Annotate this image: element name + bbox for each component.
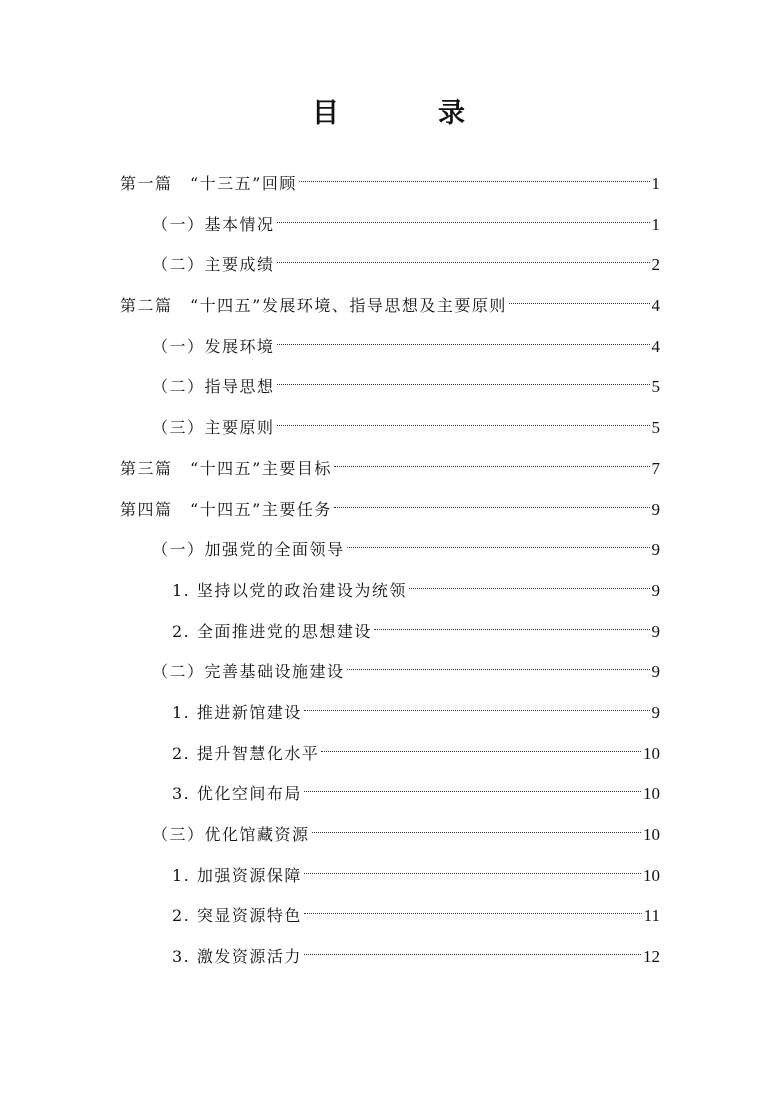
- toc-entry-title: 2. 突显资源特色: [172, 906, 302, 926]
- toc-entry-page-number: 9: [651, 621, 660, 641]
- toc-dot-leader: [277, 344, 650, 345]
- toc-dot-leader: [304, 710, 650, 711]
- toc-entry-page-number: 5: [651, 377, 660, 397]
- toc-dot-leader: [409, 588, 650, 589]
- toc-dot-leader: [304, 913, 642, 914]
- table-of-contents: [120, 164, 660, 978]
- toc-entry-title: （一）加强党的全面领导: [152, 540, 345, 560]
- toc-entry-title: 1. 推进新馆建设: [172, 702, 302, 722]
- toc-entry-page-number: 9: [651, 702, 660, 722]
- toc-dot-leader: [347, 547, 650, 548]
- toc-entry[interactable]: [120, 612, 660, 653]
- toc-entry[interactable]: [120, 286, 660, 327]
- toc-entry[interactable]: [120, 449, 660, 490]
- toc-entry-page-number: 7: [651, 458, 660, 478]
- toc-entry[interactable]: [120, 530, 660, 571]
- toc-entry-page-number: 2: [651, 255, 660, 275]
- toc-entry[interactable]: [120, 164, 660, 205]
- toc-entry-page-number: 9: [651, 662, 660, 682]
- toc-dot-leader: [277, 262, 650, 263]
- toc-entry-title: 2. 提升智慧化水平: [172, 743, 320, 763]
- toc-entry[interactable]: [120, 245, 660, 286]
- toc-entry-title: （三）优化馆藏资源: [152, 825, 310, 844]
- toc-entry-title: （一）发展环境: [152, 336, 275, 356]
- toc-entry[interactable]: [120, 205, 660, 246]
- toc-entry-title: 第一篇 “十三五”回顾: [120, 174, 297, 193]
- toc-entry-title: （二）主要成绩: [152, 255, 275, 275]
- toc-entry-page-number: 4: [651, 296, 660, 316]
- toc-dot-leader: [509, 303, 650, 304]
- toc-entry[interactable]: [120, 408, 660, 449]
- toc-entry-page-number: 1: [651, 174, 660, 193]
- toc-entry-title: （二）完善基础设施建设: [152, 662, 345, 682]
- toc-entry[interactable]: [120, 856, 660, 897]
- toc-entry-title: 1. 加强资源保障: [172, 865, 302, 885]
- toc-entry-title: （二）指导思想: [152, 377, 275, 397]
- page-title: 目 录: [312, 98, 501, 129]
- toc-dot-leader: [277, 425, 650, 426]
- toc-entry-page-number: 10: [643, 743, 660, 763]
- toc-entry[interactable]: [120, 774, 660, 815]
- toc-entry-page-number: 11: [643, 906, 660, 926]
- toc-entry-page-number: 10: [643, 825, 660, 844]
- toc-dot-leader: [304, 791, 641, 792]
- toc-entry-title: 第二篇 “十四五”发展环境、指导思想及主要原则: [120, 296, 507, 316]
- toc-entry-title: （三）主要原则: [152, 418, 275, 438]
- toc-entry-page-number: 1: [651, 214, 660, 234]
- toc-dot-leader: [304, 873, 641, 874]
- toc-dot-leader: [299, 181, 650, 182]
- toc-entry[interactable]: [120, 571, 660, 612]
- toc-entry-page-number: 9: [651, 580, 660, 600]
- toc-entry[interactable]: [120, 815, 660, 856]
- toc-entry-page-number: 10: [643, 865, 660, 885]
- toc-entry[interactable]: [120, 693, 660, 734]
- toc-entry-title: 3. 激发资源活力: [172, 947, 302, 967]
- toc-dot-leader: [277, 222, 650, 223]
- toc-entry-page-number: 5: [651, 418, 660, 438]
- toc-dot-leader: [312, 832, 641, 833]
- toc-entry[interactable]: [120, 734, 660, 775]
- toc-entry-title: 2. 全面推进党的思想建设: [172, 621, 372, 641]
- toc-dot-leader: [321, 751, 641, 752]
- toc-dot-leader: [347, 669, 650, 670]
- toc-entry-title: 1. 坚持以党的政治建设为统领: [172, 580, 407, 600]
- toc-dot-leader: [334, 466, 650, 467]
- toc-entry-title: 第三篇 “十四五”主要目标: [120, 458, 332, 478]
- toc-dot-leader: [277, 384, 650, 385]
- toc-entry[interactable]: [120, 896, 660, 937]
- toc-dot-leader: [374, 629, 650, 630]
- toc-entry[interactable]: [120, 652, 660, 693]
- toc-entry-title: 3. 优化空间布局: [172, 784, 302, 804]
- toc-entry[interactable]: [120, 327, 660, 368]
- toc-entry-page-number: 9: [651, 540, 660, 560]
- toc-entry-title: （一）基本情况: [152, 214, 275, 234]
- toc-entry-title: 第四篇 “十四五”主要任务: [120, 499, 332, 519]
- toc-dot-leader: [304, 954, 641, 955]
- toc-entry-page-number: 9: [651, 499, 660, 519]
- toc-dot-leader: [334, 507, 650, 508]
- toc-entry-page-number: 4: [651, 336, 660, 356]
- toc-entry[interactable]: [120, 367, 660, 408]
- toc-entry-page-number: 10: [643, 784, 660, 804]
- toc-entry-page-number: 12: [643, 947, 660, 967]
- toc-entry[interactable]: [120, 490, 660, 531]
- toc-entry[interactable]: [120, 937, 660, 978]
